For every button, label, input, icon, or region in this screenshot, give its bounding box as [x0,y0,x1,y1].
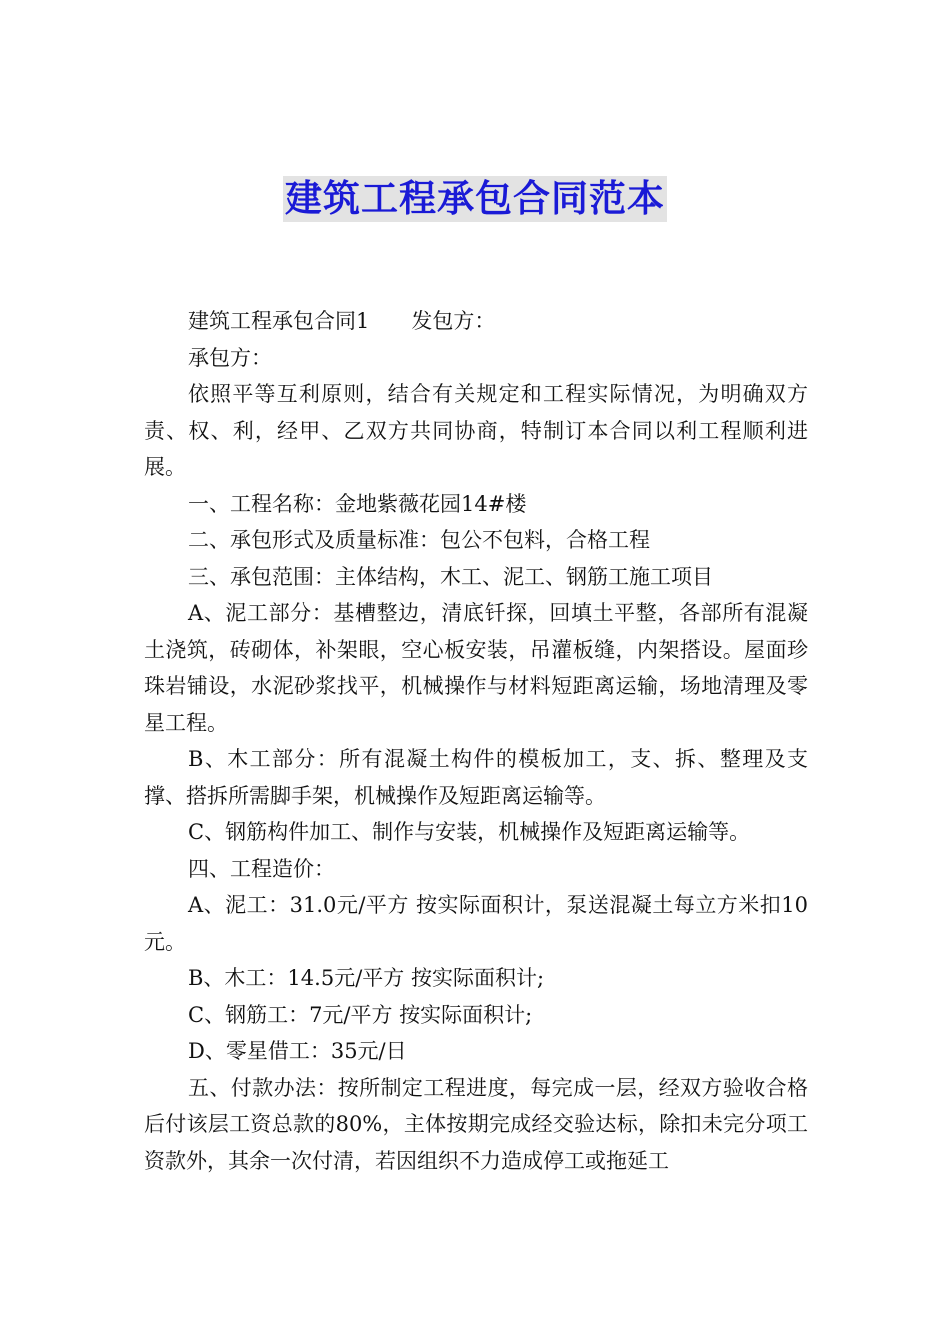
paragraph-principle: 依照平等互利原则，结合有关规定和工程实际情况，为明确双方责、权、利，经甲、乙双方共同协商，特制订本合同以利工程顺利进展。 [144,382,808,479]
paragraph-cost-carpentry: B、木工：14.5元/平方 按实际面积计; [188,966,545,990]
document-body [144,303,808,1179]
contractor-line: 承包方： [188,345,272,370]
document-title: 建筑工程承包合同范本 [285,177,665,220]
title-wrapper [0,176,950,222]
paragraph-scope-rebar: C、钢筋构件加工、制作与安装，机械操作及短距离运输等。 [188,820,751,844]
paragraph-project-name: 一、工程名称：金地紫薇花园14#楼 [188,491,527,516]
paragraph-cost-heading: 四、工程造价： [188,856,335,881]
paragraph-scope-carpentry: B、木工部分：所有混凝土构件的模板加工，支、拆、整理及支撑、搭拆所需脚手架，机械操作及短距离运输等。 [144,747,808,808]
paragraph-cost-masonry: A、泥工：31.0元/平方 按实际面积计，泵送混凝土每立方米扣10元。 [144,893,808,954]
paragraph-cost-rebar: C、钢筋工：7元/平方 按实际面积计; [188,1002,533,1027]
paragraph-cost-casual: D、零星借工：35元/日 [188,1039,407,1063]
employer-label: 发包方： [411,309,496,333]
paragraph-scope-masonry: A、泥工部分：基槽整边，清底钎探，回填土平整，各部所有混凝土浇筑，砖砌体，补架眼，空心板安装，吊灌板缝，内架搭设。屋面珍珠岩铺设，水泥砂浆找平，机械操作与材料短距离运输，场地清理及零星工程。 [144,601,808,735]
paragraph-contract-form: 二、承包形式及质量标准：包公不包料，合格工程 [188,528,650,552]
paragraph-scope: 三、承包范围：主体结构，木工、泥工、钢筋工施工项目 [188,564,713,589]
paragraph-payment: 五、付款办法：按所制定工程进度，每完成一层，经双方验收合格后付该层工资总款的80%，主体按期完成经交验达标，除扣未完分项工资款外，其余一次付清，若因组织不力造成停工或拖延工 [144,1075,808,1173]
intro-line [144,303,808,340]
contract-name: 建筑工程承包合同1 [188,309,370,333]
